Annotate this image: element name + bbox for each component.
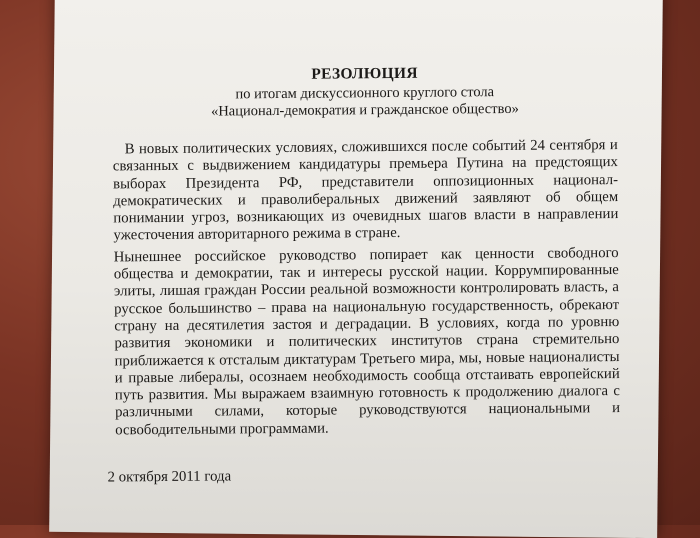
- paper-sheet: [49, 0, 663, 538]
- document-title: РЕЗОЛЮЦИЯ: [311, 64, 418, 83]
- resolution-document: [107, 63, 621, 486]
- document-subtitle-line-1: по итогам дискуссионного круглого стола: [235, 84, 495, 103]
- paragraph-2: Нынешнее российское руководство попирает как ценности свободного общества и демократии, так и интересы русской нации. Коррумпированные элиты, лишая граждан России реальной возможности контролировать власть, а русское большинство – права на национальную государственность, обрекают страну на десятилетия застоя и деградации. В условиях, когда по уровню развития экономики и политических институтов страна стремительно приближается к отсталым диктатурам Третьего мира, мы, новые националисты и правые либералы, осознаем необходимость сообща отстаивать европейский путь развития. Мы выражаем взаимную готовность к продолжению диалога с различными силами, которые руководствуются национальными и освободительными программами.: [113, 244, 621, 439]
- paragraph-1: В новых политических условиях, сложившихся после событий 24 сентября и связанных с выдвижением кандидатуры премьера Путина на предстоящих выборах Президента РФ, представители оппозиционных национал-демократических и праволиберальных движений заявляют об общем понимании угроз, возникающих из очевидных шагов власти в направлении ужесточения авторитарного режима в стране.: [112, 137, 619, 244]
- document-date: 2 октября 2011 года: [107, 468, 232, 486]
- document-subtitle-line-2: «Национал-демократия и гражданское общество»: [210, 100, 519, 120]
